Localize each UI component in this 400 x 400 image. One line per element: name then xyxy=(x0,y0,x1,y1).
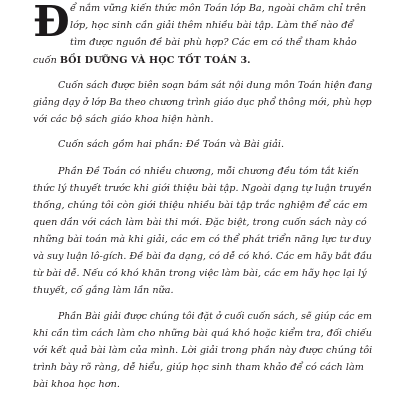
paragraph-5-line-1: Phần Bài giải được chúng tôi đặt ở cuối cuốn sách, sẽ giúp các em xyxy=(58,311,372,322)
book-title: BỒI DƯỠNG VÀ HỌC TỐT TOÁN 3. xyxy=(59,55,251,66)
paragraph-1-line-4-prefix: cuốn xyxy=(33,55,60,66)
paragraph-5-line-4: trình bày rõ ràng, dễ hiểu, giúp học sinh tham khảo để có cách làm xyxy=(33,362,364,373)
paragraph-1-line-1: ể nắm vững kiến thức môn Toán lớp Ba, ngoài chăm chỉ trên xyxy=(70,3,367,14)
paragraph-4-line-8: thuyết, cố gắng làm lần nữa. xyxy=(33,285,174,296)
drop-cap-letter: Đ xyxy=(33,0,70,46)
paragraph-5-line-2: khi cần tìm cách làm cho những bài quá khó hoặc kiểm tra, đối chiếu xyxy=(33,328,372,339)
paragraph-4-line-7: từ bài dễ. Nếu có khó khăn trong việc làm bài, các em hãy học lại lý xyxy=(33,268,367,279)
paragraph-4-line-2: thức lý thuyết trước khi giới thiệu bài tập. Ngoài dạng tự luận truyền xyxy=(33,183,372,194)
paragraph-3-line-1: Cuốn sách gồm hai phần: Đề Toán và Bài giải. xyxy=(58,139,285,150)
paragraph-1-line-3: tìm được nguồn đề bài phù hợp? Các em có thể tham khảo xyxy=(70,37,357,48)
paragraph-5-line-3: với kết quả bài làm của mình. Lời giải trong phần này được chúng tôi xyxy=(33,345,373,356)
paragraph-4-line-5: những bài toán mà khi giải, các em có thể phát triển năng lực tư duy xyxy=(33,234,371,245)
paragraph-1-line-2: lớp, học sinh cần giải thêm nhiều bài tập. Làm thế nào để xyxy=(70,20,354,31)
paragraph-4-line-6: và suy luận lô-gích. Đề bài đa dạng, có dễ có khó. Các em hãy bắt đầu xyxy=(33,251,373,262)
paragraph-4-line-3: thống, chúng tôi còn giới thiệu nhiều bài tập trắc nghiệm để các em xyxy=(33,200,368,211)
paragraph-4-line-4: quen dần với cách làm bài thi mới. Đặc biệt, trong cuốn sách này có xyxy=(33,217,367,228)
paragraph-2-line-3: với các bộ sách giáo khoa hiện hành. xyxy=(33,114,214,125)
paragraph-4-line-1: Phần Đề Toán có nhiều chương, mỗi chương đều tóm tắt kiến xyxy=(58,166,359,177)
paragraph-5-line-5: bài khoa học hơn. xyxy=(33,379,120,390)
paragraph-2-line-2: giảng dạy ở lớp Ba theo chương trình giáo dục phổ thông mới, phù hợp xyxy=(33,97,372,108)
paragraph-2-line-1: Cuốn sách được biên soạn bám sát nội dung môn Toán hiện đang xyxy=(58,80,373,91)
paragraph-1-line-4 xyxy=(33,55,251,67)
